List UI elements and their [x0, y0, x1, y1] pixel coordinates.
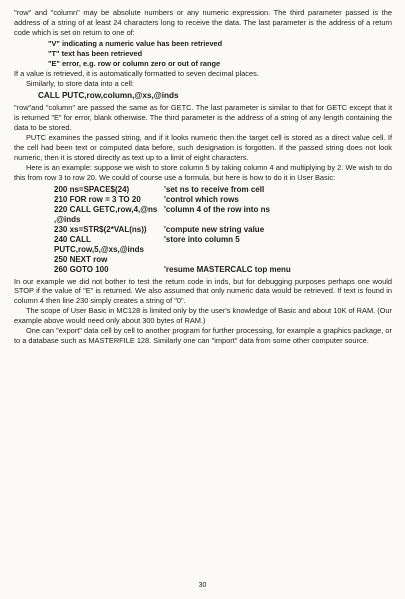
code-line: 230 xs=STR$(2*VAL(ns))	[54, 224, 147, 234]
code-comment: 'set ns to receive from cell	[164, 184, 265, 194]
basic-code-listing	[54, 185, 392, 275]
code-line: 260 GOTO 100	[54, 264, 109, 274]
code-comment: 'resume MASTERCALC top menu	[164, 264, 291, 274]
code-row	[54, 195, 392, 205]
paragraph-example-notes: In our example we did not bother to test the return code in inds, but for debugging purposes perhaps one would STOP if the value of "E" is returned. We also assumed that only numeric data would be retrieved. If text is found in column 4 then line 230 simply creates a string of "0".	[14, 276, 392, 306]
code-row	[54, 235, 392, 255]
code-comment: 'column 4 of the row into ns	[164, 204, 270, 214]
return-code-list	[48, 39, 392, 69]
code-line: 240 CALL PUTC,row,5,@xs,@inds	[54, 234, 144, 254]
code-row	[54, 265, 392, 275]
paragraph-row-column: "row"and "column" are passed the same as for GETC. The last parameter is similar to that for GETC except that it is returned "E" for error, blank otherwise. The third parameter is the address of a string of any length containing the data to be stored.	[14, 103, 392, 133]
paragraph-example-intro: Here is an example: suppose we wish to store column 5 by taking column 4 and multiplying by 2. We wish to do this from row 3 to row 20. We could of course use a formula, but here is how to do it in User Basic:	[14, 162, 392, 182]
return-code-v: "V" indicating a numeric value has been retrieved	[48, 38, 223, 48]
code-row	[54, 255, 392, 265]
code-row	[54, 205, 392, 225]
paragraph-parameters: "row" and "column" may be absolute numbers or any numeric expression. The third parameter passed is the address of a string of at least 24 characters long to receive the data. The last parameter is the address of a return code which is set on return to one of:	[14, 8, 392, 37]
paragraph-putc-examines: PUTC examines the passed string, and if it looks numeric then the target cell is stored as a direct value cell. If the cell had been text or computed data before, such designation is forgotten. If the passed string does not look numeric, then it is stored directly as text up to a limit of eight characters.	[14, 132, 392, 162]
putc-call-line: CALL PUTC,row,column,@xs,@inds	[38, 91, 179, 101]
code-row	[54, 225, 392, 235]
return-code-e: "E" error, e.g. row or column zero or out of range	[48, 58, 221, 68]
paragraph-value-format: If a value is retrieved, it is automatically formatted to seven decimal places.	[14, 69, 259, 79]
paragraph-store-intro: Similarly, to store data into a cell:	[26, 79, 134, 89]
page-number: 30	[198, 582, 207, 589]
code-comment: 'store into column 5	[164, 234, 240, 244]
code-line: 220 CALL GETC,row,4,@ns ,@inds	[54, 204, 158, 224]
code-line: 210 FOR row = 3 TO 20	[54, 194, 141, 204]
code-comment: 'control which rows	[164, 194, 239, 204]
paragraph-scope: The scope of User Basic in MC128 is limited only by the user's knowledge of Basic and about 10K of RAM. (Our example above would need only about 300 bytes of RAM.)	[14, 306, 392, 326]
code-line: 200 ns=SPACE$(24)	[54, 184, 130, 194]
code-row	[54, 185, 392, 195]
page-content	[14, 8, 392, 346]
paragraph-export-import: One can "export" data cell by cell to another program for further processing, for example a graphics package, or to a database such as MASTERFILE 128. Similarly one can "import" data from some other computer source.	[14, 326, 392, 345]
code-comment: 'compute new string value	[164, 224, 265, 234]
code-line: 250 NEXT row	[54, 254, 108, 264]
return-code-t: "T" text has been retrieved	[48, 48, 143, 58]
